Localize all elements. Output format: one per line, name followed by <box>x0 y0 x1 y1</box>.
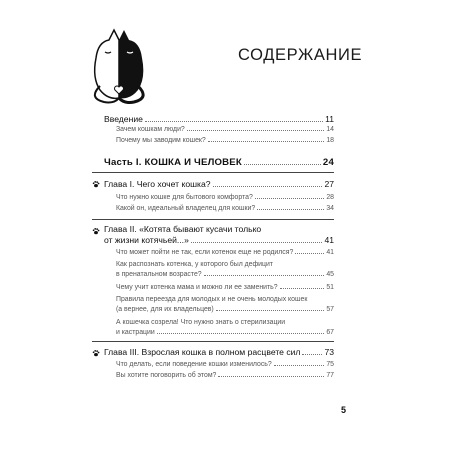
entry-page: 27 <box>324 179 334 189</box>
divider-line <box>92 219 334 220</box>
entry-page: 51 <box>326 284 334 291</box>
toc-chapter-title-line1[interactable]: Глава II. «Котята бывают кусачи только <box>104 224 262 234</box>
toc-subentry[interactable] <box>116 194 334 201</box>
leader-dots <box>145 121 323 122</box>
entry-page: 34 <box>326 205 334 212</box>
entry-page: 18 <box>326 137 334 144</box>
entry-title: (а вернее, для их владельцев) <box>116 306 214 313</box>
toc-subentry[interactable] <box>116 361 334 368</box>
divider-line <box>92 341 334 342</box>
leader-dots <box>208 141 325 142</box>
toc-chapter-entry[interactable] <box>104 179 334 189</box>
paw-icon <box>92 227 100 235</box>
leader-dots <box>255 198 325 199</box>
leader-dots <box>157 333 325 334</box>
entry-page: 57 <box>326 306 334 313</box>
leader-dots <box>191 242 323 243</box>
entry-title: Что нужно кошке для бытового комфорта? <box>116 194 253 201</box>
toc-subentry[interactable] <box>116 205 334 212</box>
paw-icon <box>92 349 100 357</box>
toc-entry-intro[interactable] <box>104 114 334 124</box>
entry-title: Что делать, если поведение кошки изменилось? <box>116 361 272 368</box>
entry-title: Вы хотите поговорить об этом? <box>116 372 217 379</box>
entry-title: Часть I. КОШКА И ЧЕЛОВЕК <box>104 157 242 168</box>
entry-page: 28 <box>326 194 334 201</box>
toc-subentry[interactable] <box>116 249 334 256</box>
leader-dots <box>187 130 325 131</box>
toc-subentry[interactable] <box>116 306 334 313</box>
entry-title: и кастрации <box>116 329 155 336</box>
toc-part-entry[interactable] <box>104 157 334 168</box>
leader-dots <box>216 310 325 311</box>
toc-subentry[interactable] <box>116 329 334 336</box>
entry-page: 75 <box>326 361 334 368</box>
toc-chapter-entry[interactable] <box>104 347 334 357</box>
toc-subentry[interactable] <box>116 271 334 278</box>
entry-title: в пренатальном возрасте? <box>116 271 202 278</box>
entry-page: 45 <box>326 271 334 278</box>
entry-title: Зачем кошкам люди? <box>116 126 185 133</box>
toc-subentry-line1[interactable]: Правила переезда для молодых и не очень молодых кошек <box>116 296 308 303</box>
two-cats-logo-icon <box>86 28 152 104</box>
toc-subentry[interactable] <box>116 284 334 291</box>
entry-page: 41 <box>324 235 334 245</box>
paw-icon <box>92 180 100 188</box>
entry-title: от жизни котячьей...» <box>104 235 189 245</box>
leader-dots <box>274 365 325 366</box>
entry-page: 73 <box>324 347 334 357</box>
leader-dots <box>302 354 322 355</box>
entry-page: 67 <box>326 329 334 336</box>
page-number: 5 <box>341 405 347 415</box>
toc-subentry[interactable] <box>116 126 334 133</box>
entry-page: 77 <box>326 372 334 379</box>
divider-line <box>92 172 334 173</box>
entry-page: 41 <box>326 249 334 256</box>
leader-dots <box>244 164 321 165</box>
entry-title: Какой он, идеальный владелец для кошки? <box>116 205 256 212</box>
entry-title: Глава III. Взрослая кошка в полном расцвете сил <box>104 347 301 357</box>
entry-title: Введение <box>104 114 143 124</box>
entry-page: 11 <box>325 114 334 124</box>
toc-chapter-entry[interactable] <box>104 235 334 245</box>
entry-title: Чему учит котенка мама и можно ли ее заменить? <box>116 284 278 291</box>
leader-dots <box>218 376 324 377</box>
leader-dots <box>257 209 324 210</box>
toc-heading: СОДЕРЖАНИЕ <box>238 46 363 64</box>
leader-dots <box>280 288 325 289</box>
entry-page: 14 <box>326 126 334 133</box>
entry-page: 24 <box>322 157 334 168</box>
leader-dots <box>204 275 325 276</box>
toc-subentry[interactable] <box>116 137 334 144</box>
leader-dots <box>213 186 323 187</box>
toc-subentry[interactable] <box>116 372 334 379</box>
toc-subentry-line1[interactable]: А кошечка созрела! Что нужно знать о стерилизации <box>116 319 286 326</box>
entry-title: Почему мы заводим кошек? <box>116 137 206 144</box>
entry-title: Что может пойти не так, если котенок еще не родился? <box>116 249 294 256</box>
entry-title: Глава I. Чего хочет кошка? <box>104 179 211 189</box>
toc-subentry-line1[interactable]: Как распознать котенка, у которого был дефицит <box>116 261 273 268</box>
leader-dots <box>295 253 324 254</box>
